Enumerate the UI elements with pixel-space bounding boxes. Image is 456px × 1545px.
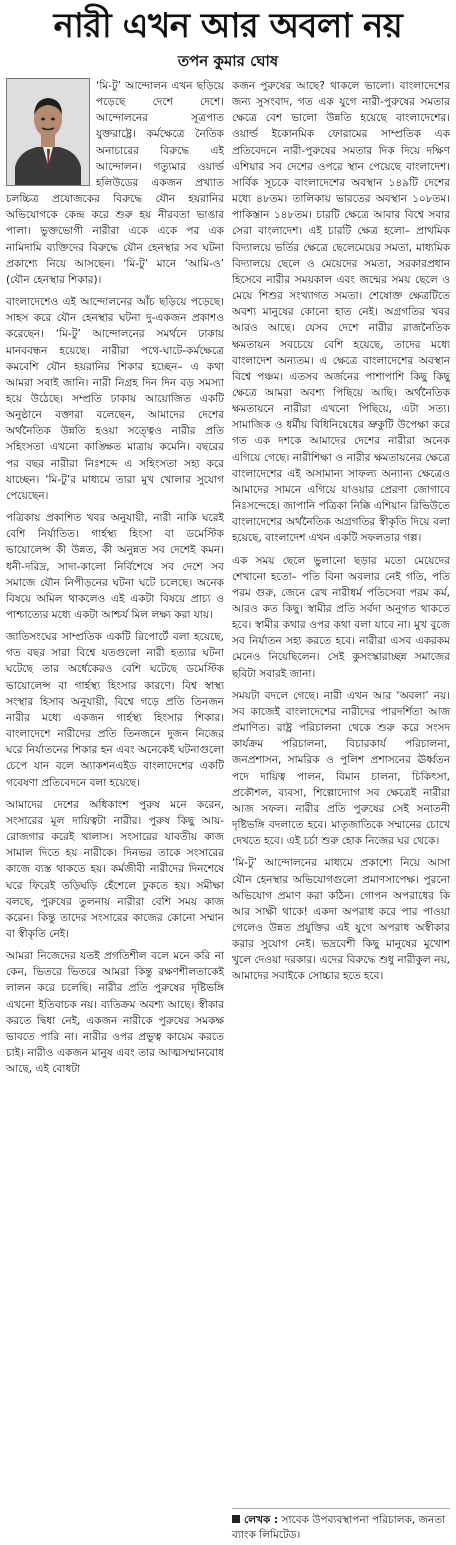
paragraph: পত্রিকায় প্রকাশিত খবর অনুযায়ী, নারী নাকি ঘরেই বেশি নির্যাতিত। গার্হস্থ্য হিংসা বা ডমেস্টিক ভায়োলেন্স কী উন্নত, কী অনুন্নত সব দেশেই কমন। ধনী-দরিদ্র, সাদা-কালো নির্বিশেষে সব দেশে সব সমাজে যৌন নিপীড়নের ঘটনা ঘটে চলেছে। অনেক বিষয়ে অমিল থাকলেও এই একটা বিষয়ে প্রাচ্য ও পাশ্চাত্যের মধ্যে একটা আশ্চর্য মিল লক্ষ্য করা যায়। — [6, 512, 224, 621]
author-photo — [6, 78, 90, 186]
article-columns — [6, 78, 450, 1083]
paragraph: বাংলাদেশেও এই আন্দোলনের আঁচ ছড়িয়ে পড়েছে। সাহস করে যৌন হেনস্থার ঘটনা দু-একজন প্রকাশও করেছেন। ‘মি-টু’ আন্দোলনের সমর্থনে ঢাকায় মানববন্ধন হয়েছে। নারীরা পথে-ঘাটে-কর্মক্ষেত্রে কমবেশি যৌন হয়রানির শিকার হচ্ছেন– এ কথা আমরা সবাই জানি। নারী নিগ্রহ দিন দিন বড় সমস্যা হয়ে উঠেছে। সম্প্রতি ঢাকায় আয়োজিত একটি অনুষ্ঠানে বক্তারা বলেছেন, আমাদের দেশের অর্থনৈতিক উন্নতি হওয়া সত্ত্বেও নারীর প্রতি সহিংসতা এখনো কাঙ্ক্ষিত মাত্রায় কমেনি। বছরের পর বছর নারীরা নিঃশব্দে এ সহিংসতা সহ্য করে যাচ্ছেন। ‘মি-টু’র মাধ্যমে তারা মুখ খোলার সুযোগ পেয়েছেন। — [6, 296, 224, 502]
left-column — [6, 78, 224, 1083]
paragraph: ‘মি-টু’ আন্দোলনের মাধ্যমে প্রকাশ্যে নিয়ে আসা যৌন হেনস্থার অভিযোগগুলো প্রমাণসাপেক্ষ। পুরনো অভিযোগ প্রমাণ করা কঠিন। গোপন অপরাধের কি আর সাক্ষী থাকে! একদা অপরাধ করে পার পাওয়া গেলেও উন্নত প্রযুক্তির এই যুগে অপরাধ অস্বীকার করার সুযোগ নেই। ভদ্রবেশী কিছু মানুষের মুখোশ খুলে দেওয়া দরকার। এদের বিরুদ্ধে শুধু নারীকুল নয়, আমাদের সবাইকে সোচ্চার হতে হবে। — [232, 857, 450, 983]
paragraph: আমরা নিজেদের যতই প্রগতিশীল বলে মনে করি না কেন, ভিতরে ভিতরে আমরা কিন্তু রক্ষণশীলতাকেই লালন করে চলেছি। নারীর প্রতি পুরুষের দৃষ্টিভঙ্গি এখনো ইতিবাচক নয়। ব্যতিক্রম অবশ্য আছে। স্বীকার করতে দ্বিধা নেই, একজন নারীকে পুরুষের সমকক্ষ ভাবতে পারি না। নারীর ওপর প্রভুত্ব কায়েম করতে চাই। নারীও একজন মানুষ এবং তার আত্মসম্মানবোধ আছে, এই বোধটা — [6, 950, 224, 1076]
paragraph: কজন পুরুষের আছে? থাকলে ভালো। বাংলাদেশের জন্য সুসংবাদ, গত এক যুগে নারী-পুরুষের সমতার ক্ষেত্রে বেশ ভালো উন্নতি হয়েছে বাংলাদেশের। ওয়ার্ল্ড ইকোনমিক ফোরামের সাম্প্রতিক এক প্রতিবেদনে নারী-পুরুষের সমতার দিক দিয়ে দক্ষিণ এশিয়ার সব দেশের ওপরে স্থান পেয়েছে বাংলাদেশ। সার্বিক সূচকে বাংলাদেশের অবস্থান ১৪৯টি দেশের মধ্যে ৪৮তম। তালিকায় ভারতের অবস্থান ১০৮তম। পাকিস্তান ১৪৮তম। চারটি ক্ষেত্রে আবার বিশ্বে সবার সেরা বাংলাদেশ। এই চারটি ক্ষেত্র হলো– প্রাথমিক বিদ্যালয়ে ভর্তির ক্ষেত্রে ছেলেমেয়ের সমতা, মাধ্যমিক বিদ্যালয়ে ছেলে ও মেয়েদের সমতা, সরকারপ্রধান হিসেবে নারীর সময়কাল এবং জন্মের সময় ছেলে ও মেয়ে শিশুর সংখ্যাগত সমতা। শেষোক্ত ক্ষেত্রটিতে অবশ্য মানুষের কোনো হাত নেই। অগ্রগতির খবর আরও আছে। যেসব দেশে নারীর রাজনৈতিক ক্ষমতায়ন সবচেয়ে বেশি হয়েছে, তাদের মধ্যে বাংলাদেশ অন্যতম। এ ক্ষেত্রে বাংলাদেশের অবস্থান বিশ্বে পঞ্চম। এতসব অর্জনের পাশাপাশি কিছু কিছু ক্ষেত্রে আমরা অবশ্য পিছিয়ে আছি। অর্থনৈতিক ক্ষমতায়নে নারীরা এখনো পিছিয়ে, এটা সত্য। সামাজিক ও ধর্মীয় বিধিনিষেধের ভ্রুকুটি উপেক্ষা করে গত এক দশকে আমাদের দেশের নারীরা অনেক এগিয়ে গেছে। নারীশিক্ষা ও নারীর ক্ষমতায়নের ক্ষেত্রে বাংলাদেশের এই অসামান্য সাফল্য অন্যান্য ক্ষেত্রেও আমাদের সামনে এগিয়ে যাওয়ার প্রেরণা জোগাবে নিঃসন্দেহে। জাপানি পত্রিকা নিক্কি এশিয়ান রিভিউতে বাংলাদেশের অর্থনৈতিক অগ্রগতির স্বীকৃতি দিয়ে বলা হয়েছে, বাংলাদেশ এখন একটি সফলতার গল্প। — [232, 80, 450, 545]
paragraph: জাতিসংঘের সাম্প্রতিক একটি রিপোর্টে বলা হয়েছে, গত বছর সারা বিশ্বে যতগুলো নারী হত্যার ঘটনা ঘটেছে তার অর্ধেকেরও বেশি ঘটেছে ডমেস্টিক ভায়োলেন্স বা গার্হস্থ্য হিংসার কারণে। বিশ্ব স্বাস্থ্য সংস্থার হিসাব অনুযায়ী, বিশ্বে গড়ে প্রতি তিনজন নারীর মধ্যে একজন গার্হস্থ্য হিংসার শিকার। বাংলাদেশে নারীদের প্রতি তিনজনে দুজন নিজের ঘরে নির্যাতনের শিকার হন এবং অনেকেই ঘটনাগুলো চেপে যান বলে অ্যাকশনএইড বাংলাদেশের একটি গবেষণা প্রতিবেদনে বলা হয়েছে। — [6, 631, 224, 789]
paragraph: সময়টা বদলে গেছে। নারী এখন আর ‘অবলা’ নয়। সব কাজেই বাংলাদেশের নারীদের পারদর্শিতা আজ প্রমাণিত। রাষ্ট্র পরিচালনা থেকে শুরু করে সংসদ কার্যক্রম পরিচালনা, বিচারকার্য পরিচালনা, জনপ্রশাসন, সামরিক ও পুলিশ প্রশাসনের ঊর্ধ্বতন পদে দায়িত্ব পালন, বিমান চালনা, চিকিৎসা, প্রকৌশল, ব্যবসা, শিল্পোদ্যোগ সব ক্ষেত্রেই নারীরা আজ সফল। নারীর প্রতি পুরুষের সেই সনাতনী দৃষ্টিভঙ্গি বদলাতে হবে। মাতৃজাতিকে সম্মানের চোখে দেখতে হবে। এই চর্চা শুরু হোক নিজের ঘর থেকে। — [232, 689, 450, 848]
article-headline: নারী এখন আর অবলা নয় — [53, 6, 403, 46]
paragraph: ‘মি-টু’ আন্দোলন এখন ছড়িয়ে পড়েছে দেশে দেশে। আন্দোলনের সূত্রপাত যুক্তরাষ্ট্রে। কর্মক্ষেত্রে নৈতিক অনাচারের বিরুদ্ধে এই আন্দোলন। গত্যুমার ওয়ার্ল্ড হলিউডের একজন প্রখ্যাত চলচ্চিত্র প্রযোজকের বিরুদ্ধে যৌন হয়রানির অভিযোগকে কেন্দ্র করে শুরু হয় নীরবতা ভাঙার পালা। ভুক্তভোগী নারীরা একে একে পর এক নামিদামি ব্যক্তিদের বিরুদ্ধে যৌন হেনস্থার সব ঘটনা প্রকাশ্যে নিয়ে আসছেন। ‘মি-টু’ মানে ‘আমি-ও’ (যৌন হেনস্থার শিকার)। — [6, 80, 224, 286]
paragraph: আমাদের দেশের অধিকাংশ পুরুষ মনে করেন, সংসারের মূল দায়িত্বটা নারীর। পুরুষ কিছু আয়-রোজগার করেই খালাস। সংসারের যাবতীয় কাজ সামাল দিতে হয় নারীকে। দিনভর তাকে সংসারের কাজে ব্যস্ত থাকতে হয়। কর্মজীবী নারীদের দিনশেষে ঘরে ফিরেই তড়িঘড়ি হেঁশেলে ঢুকতে হয়। সমীক্ষা বলছে, পুরুষের তুলনায় নারীরা বেশি সময় কাজ করেন। কিন্তু তাদের সংসারের কাজের কোনো সম্মান বা স্বীকৃতি নেই। — [6, 798, 224, 940]
article-byline: তপন কুমার ঘোষ — [177, 52, 279, 70]
bullet-square-icon — [232, 1515, 240, 1523]
author-note-label: লেখক : — [244, 1514, 279, 1526]
author-note — [232, 1508, 450, 1543]
paragraph: এক সময় ছেলে ভুলানো ছড়ার মতো মেয়েদের শেখানো হতো– পতি বিনা অবলার নেই গতি, পতি পরম গুরু, জেনে রেখ নারীধর্ম পতিসেবা পরম কর্ম, আরও কত কিছু। স্বামীর প্রতি সর্বদা অনুগত থাকতে হবে। স্বামীর কথার ওপর কথা বলা যাবে না। মুখ বুজে সব নির্যাতন সহ্য করতে হবে। নারীরা এসব একরকম মেনেও নিয়েছিলেন। সেই কুসংস্কারাচ্ছন্ন সমাজের ছবিটা সবারই জানা। — [232, 554, 450, 680]
author-portrait-icon — [7, 79, 89, 185]
author-note-text: সাবেক উপব্যবস্থাপনা পরিচালক, জনতা ব্যাংক লিমিটেড। — [232, 1514, 446, 1541]
right-column — [232, 78, 450, 1083]
